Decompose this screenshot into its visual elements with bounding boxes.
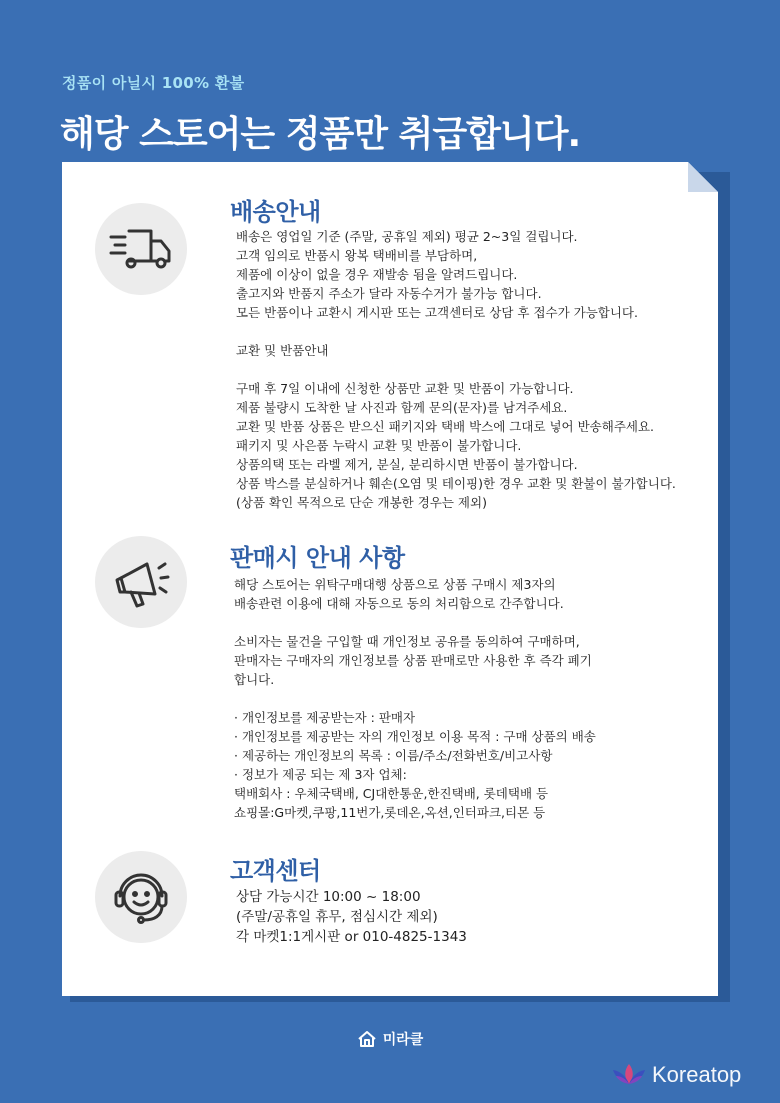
mall-list: 쇼핑몰:G마켓,쿠팡,11번가,롯데온,옥션,인터파크,티몬 등	[234, 805, 546, 820]
sales-line: 배송관련 이용에 대해 자동으로 동의 처리함으로 간주합니다.	[234, 596, 564, 611]
return-line: 구매 후 7일 이내에 신청한 상품만 교환 및 반품이 가능합니다.	[236, 381, 574, 396]
delivery-section-body	[236, 227, 676, 512]
header-subtitle: 정품이 아닐시 100% 환불	[62, 74, 245, 92]
megaphone-icon-circle	[95, 536, 187, 628]
customer-hours: 상담 가능시간 10:00 ~ 18:00	[236, 889, 421, 905]
watermark-text: Koreatop	[652, 1062, 742, 1087]
privacy-list-item: · 개인정보를 제공받는자 : 판매자	[234, 710, 416, 725]
delivery-line: 출고지와 반품지 주소가 달라 자동수거가 불가능 합니다.	[236, 286, 542, 301]
delivery-line	[236, 322, 676, 341]
footer-brand-name: 미라클	[382, 1032, 424, 1048]
sales-line	[234, 689, 596, 708]
delivery-line: 배송은 영업일 기준 (주말, 공휴일 제외) 평균 2~3일 걸립니다.	[236, 229, 578, 244]
privacy-list-item: · 제공하는 개인정보의 목록 : 이름/주소/전화번호/비고사항	[234, 748, 553, 763]
privacy-list-item: · 개인정보를 제공받는 자의 개인정보 이용 목적 : 구매 상품의 배송	[234, 729, 596, 744]
sales-line: 합니다.	[234, 672, 275, 687]
watermark	[610, 1062, 741, 1088]
sales-line: 소비자는 물건을 구입할 때 개인정보 공유를 동의하여 구매하며,	[234, 634, 580, 649]
sales-line: 판매자는 구매자의 개인정보를 상품 판매로만 사용한 후 즉각 폐기	[234, 653, 592, 668]
sales-line	[234, 613, 596, 632]
courier-list: 택배회사 : 우체국택배, CJ대한통운,한진택배, 롯데택배 등	[234, 786, 549, 801]
customer-center-body	[236, 887, 467, 947]
delivery-truck-icon	[109, 225, 173, 273]
return-line: 상품 박스를 분실하거나 훼손(오염 및 테이핑)한 경우 교환 및 환불이 불가합니다.	[236, 476, 676, 491]
delivery-icon-circle	[95, 203, 187, 295]
headset-smile-icon	[110, 866, 172, 928]
customer-contact: 각 마켓1:1게시판 or 010-4825-1343	[236, 929, 467, 945]
delivery-line: 고객 임의로 반품시 왕복 택배비를 부담하며,	[236, 248, 478, 263]
customer-center-title: 고객센터	[230, 857, 321, 885]
sales-section-title: 판매시 안내 사항	[230, 544, 405, 572]
footer-brand	[0, 1029, 780, 1049]
page-title: 해당 스토어는 정품만 취급합니다.	[60, 114, 581, 155]
privacy-list-item: · 정보가 제공 되는 제 3자 업체:	[234, 767, 407, 782]
return-line: 교환 및 반품 상품은 받으신 패키지와 택배 박스에 그대로 넣어 반송해주세요.	[236, 419, 655, 434]
return-line: 제품 불량시 도착한 날 사진과 함께 문의(문자)를 남겨주세요.	[236, 400, 568, 415]
headset-icon-circle	[95, 851, 187, 943]
delivery-line	[236, 360, 676, 379]
lotus-icon	[610, 1062, 648, 1088]
delivery-line: 모든 반품이나 교환시 게시판 또는 고객센터로 상담 후 접수가 가능합니다.	[236, 305, 638, 320]
sales-line: 해당 스토어는 위탁구매대행 상품으로 상품 구매시 제3자의	[234, 577, 556, 592]
house-icon	[357, 1030, 377, 1048]
megaphone-icon	[111, 552, 171, 612]
delivery-section-title: 배송안내	[230, 198, 321, 226]
sales-section-body	[234, 575, 596, 822]
return-line: 상품의택 또는 라벨 제거, 분실, 분리하시면 반품이 불가합니다.	[236, 457, 578, 472]
return-line: 패키지 및 사은품 누락시 교환 및 반품이 불가합니다.	[236, 438, 522, 453]
customer-closed-days: (주말/공휴일 휴무, 점심시간 제외)	[236, 909, 438, 925]
delivery-line: 제품에 이상이 없을 경우 재발송 됨을 알려드립니다.	[236, 267, 518, 282]
return-line: (상품 확인 목적으로 단순 개봉한 경우는 제외)	[236, 495, 487, 510]
return-subheading: 교환 및 반품안내	[236, 343, 329, 358]
